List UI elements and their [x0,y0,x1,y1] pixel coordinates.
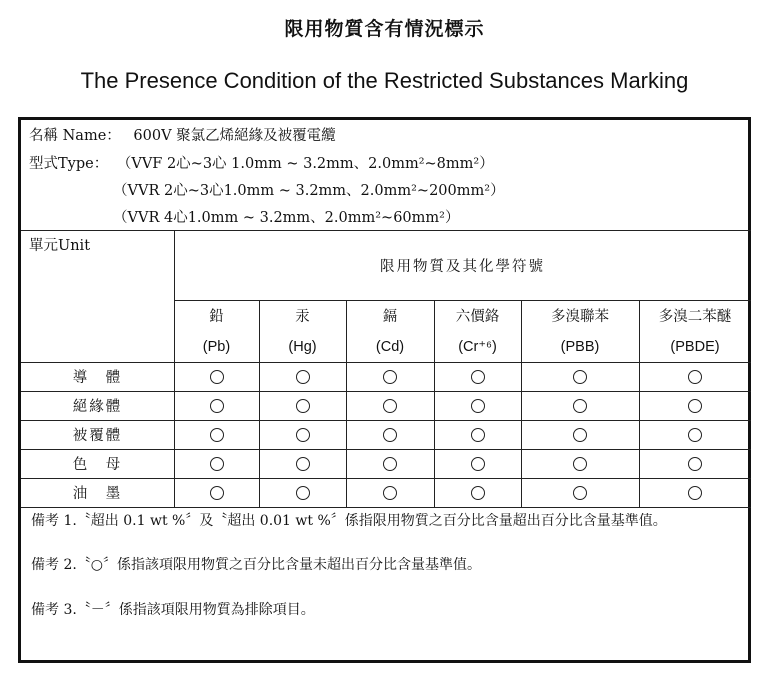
mark-cell [639,420,751,449]
not-exceeding-circle-mark [296,428,310,442]
mark-cell [521,449,639,478]
not-exceeding-circle-mark [573,399,587,413]
not-exceeding-circle-mark [210,370,224,384]
unit-row-label: 絕緣體 [72,399,123,415]
mark-cell [434,478,521,507]
substance-name: 鎘 [382,308,398,325]
not-exceeding-circle-mark [383,370,397,384]
table-rule [21,507,751,508]
not-exceeding-circle-mark [688,370,702,384]
not-exceeding-circle-mark [688,486,702,500]
not-exceeding-circle-mark [383,399,397,413]
not-exceeding-circle-mark [383,428,397,442]
mark-cell [639,391,751,420]
type-line-1 [29,152,494,173]
not-exceeding-circle-mark [688,399,702,413]
not-exceeding-circle-mark [296,486,310,500]
not-exceeding-circle-mark [573,428,587,442]
unit-label: 單元Unit [29,238,91,254]
note-2: 備考 2.〝○〞係指該項限用物質之百分比含量未超出百分比含量基準值。 [31,557,482,573]
type-line-3: （VVR 4心1.0mm ~ 3.2mm、2.0mm²~60mm²） [113,210,460,226]
type-value-1: （VVF 2心~3心 1.0mm ~ 3.2mm、2.0mm²~8mm²） [116,156,494,172]
not-exceeding-circle-mark [688,457,702,471]
unit-row-label: 導 體 [72,370,123,386]
not-exceeding-circle-mark [210,486,224,500]
not-exceeding-circle-mark [296,457,310,471]
substance-symbol: (Hg) [288,339,317,355]
not-exceeding-circle-mark [471,399,485,413]
mark-cell [521,391,639,420]
marking-table-frame [18,117,751,663]
type-line-2: （VVR 2心~3心1.0mm ~ 3.2mm、2.0mm²~200mm²） [113,183,505,199]
unit-row-label: 色 母 [72,457,123,473]
mark-cell [259,362,346,391]
substance-symbol: (Cr⁺⁶) [458,339,497,355]
mark-cell [174,478,259,507]
mark-cell [346,391,434,420]
note-1: 備考 1.〝超出 0.1 wt %〞及〝超出 0.01 wt %〞係指限用物質之百分比含量超出百分比含量基準值。 [31,513,667,529]
title-english: The Presence Condition of the Restricted Substances Marking [80,68,689,93]
not-exceeding-circle-mark [688,428,702,442]
substance-name: 鉛 [209,308,224,325]
substance-name: 汞 [295,308,310,325]
unit-row-label: 油 墨 [72,486,123,502]
substance-group-header: 限用物質及其化學符號 [380,258,545,275]
mark-cell [521,478,639,507]
not-exceeding-circle-mark [296,399,310,413]
name-line [29,124,336,145]
substance-symbol: (Pb) [202,339,231,355]
name-label: 名稱 Name： [29,128,121,144]
substance-name: 多溴二苯醚 [658,308,732,325]
mark-cell [434,420,521,449]
mark-cell [346,420,434,449]
not-exceeding-circle-mark [573,457,587,471]
note-3: 備考 3.〝－〞係指該項限用物質為排除項目。 [31,602,315,618]
substance-symbol: (PBB) [560,339,600,355]
not-exceeding-circle-mark [210,399,224,413]
mark-cell [521,420,639,449]
not-exceeding-circle-mark [471,370,485,384]
mark-cell [174,420,259,449]
mark-cell [174,362,259,391]
not-exceeding-circle-mark [471,457,485,471]
mark-cell [259,478,346,507]
not-exceeding-circle-mark [296,370,310,384]
mark-cell [346,449,434,478]
name-value: 600V 聚氯乙烯絕緣及被覆電纜 [133,128,336,144]
mark-cell [174,449,259,478]
mark-cell [259,391,346,420]
mark-cell [346,478,434,507]
mark-cell [639,478,751,507]
mark-cell [434,362,521,391]
unit-row-label: 被覆體 [72,428,123,444]
not-exceeding-circle-mark [210,457,224,471]
not-exceeding-circle-mark [383,457,397,471]
title-chinese: 限用物質含有情況標示 [284,18,485,40]
not-exceeding-circle-mark [383,486,397,500]
mark-cell [639,362,751,391]
substance-name: 多溴聯苯 [551,308,609,325]
mark-cell [259,420,346,449]
mark-cell [521,362,639,391]
mark-cell [174,391,259,420]
not-exceeding-circle-mark [210,428,224,442]
mark-cell [259,449,346,478]
mark-cell [434,449,521,478]
not-exceeding-circle-mark [573,370,587,384]
mark-cell [434,391,521,420]
substance-symbol: (PBDE) [670,339,720,355]
type-label: 型式Type： [29,156,109,172]
mark-cell [639,449,751,478]
not-exceeding-circle-mark [471,486,485,500]
mark-cell [346,362,434,391]
not-exceeding-circle-mark [471,428,485,442]
not-exceeding-circle-mark [573,486,587,500]
substance-symbol: (Cd) [375,339,405,355]
substance-name: 六價鉻 [455,308,500,325]
